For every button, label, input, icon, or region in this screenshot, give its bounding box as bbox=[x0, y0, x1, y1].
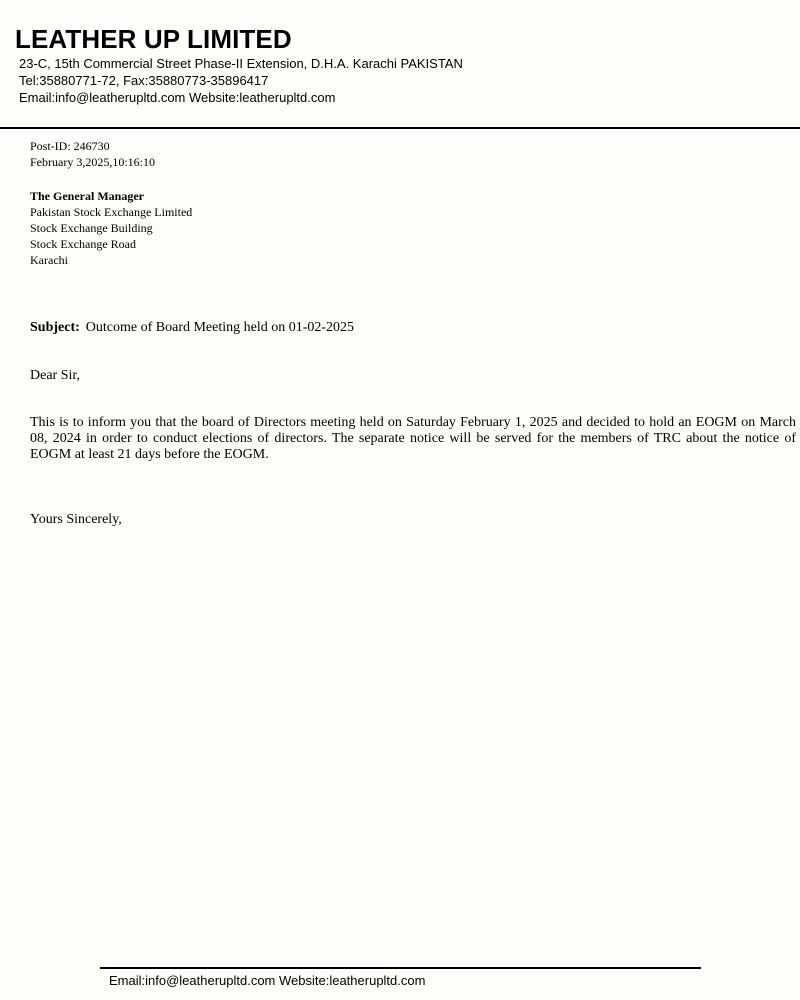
recipient-line: Stock Exchange Building bbox=[30, 221, 153, 235]
company-address: 23-C, 15th Commercial Street Phase-II Extension, D.H.A. Karachi PAKISTAN bbox=[19, 56, 463, 71]
subject-text: Outcome of Board Meeting held on 01-02-2025 bbox=[85, 320, 355, 335]
company-contact: Email:info@leatherupltd.com Website:leatherupltd.com bbox=[19, 90, 336, 105]
post-datetime: February 3,2025,10:16:10 bbox=[30, 155, 155, 169]
recipient-line: Stock Exchange Road bbox=[30, 237, 136, 251]
subject-line bbox=[30, 319, 354, 337]
recipient-title: The General Manager bbox=[30, 189, 144, 203]
company-name: LEATHER UP LIMITED bbox=[15, 24, 292, 54]
recipient-line: Karachi bbox=[30, 253, 68, 267]
closing: Yours Sincerely, bbox=[30, 512, 122, 527]
footer-contact: Email:info@leatherupltd.com Website:leatherupltd.com bbox=[109, 973, 426, 988]
body-paragraph: This is to inform you that the board of Directors meeting held on Saturday February 1, 2025 and decided to hold an EOGM on March 08, 2024 in order to conduct elections of directors. The separate notice will be served for the members of TRC about the notice of EOGM at least 21 days before the EOGM. bbox=[30, 415, 796, 462]
header-divider bbox=[0, 127, 800, 129]
footer-divider bbox=[100, 967, 701, 969]
company-phone-fax: Tel:35880771-72, Fax:35880773-35896417 bbox=[19, 73, 269, 88]
post-id: Post-ID: 246730 bbox=[30, 139, 110, 153]
subject-label: Subject: bbox=[30, 320, 80, 335]
salutation: Dear Sir, bbox=[30, 368, 80, 383]
recipient-line: Pakistan Stock Exchange Limited bbox=[30, 205, 193, 219]
